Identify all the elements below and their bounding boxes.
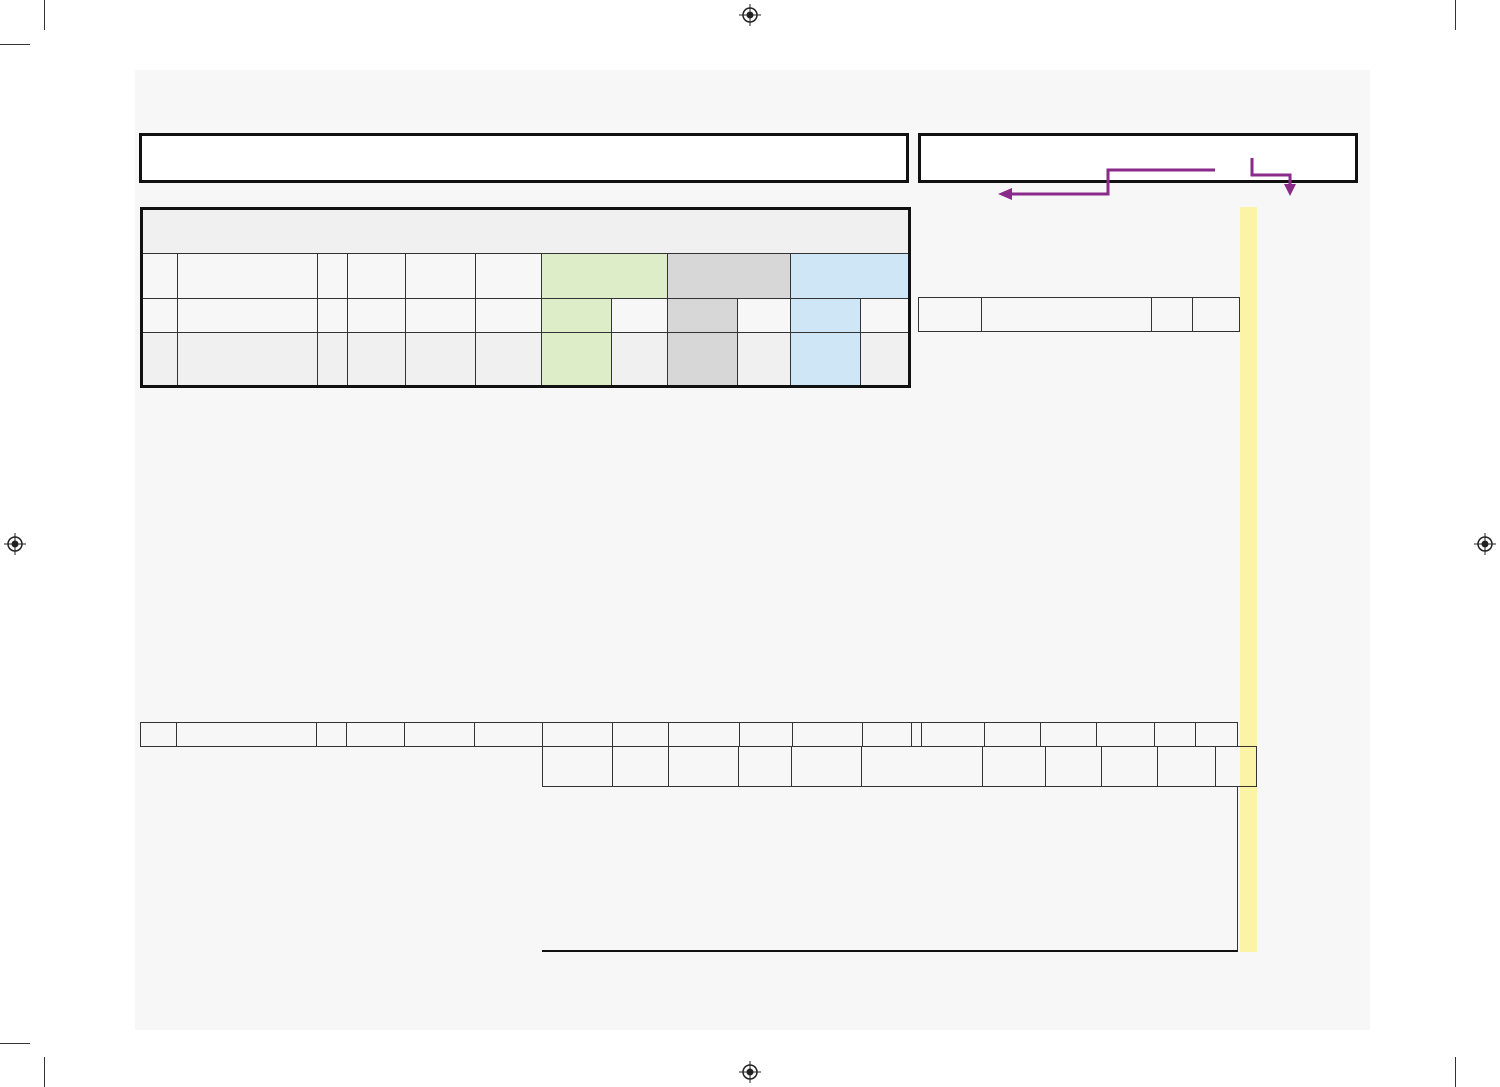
crop-mark: [44, 0, 45, 30]
pct-label: [738, 299, 791, 333]
crop-mark: [1455, 0, 1456, 30]
totals-c1p: [612, 333, 668, 387]
pct-label: [861, 299, 910, 333]
totals-valid: [406, 333, 476, 387]
euro-registered: [982, 297, 1152, 331]
community-results-table: [140, 207, 911, 388]
spacer-row: [140, 722, 1238, 747]
totals-label: [178, 333, 318, 387]
crop-mark: [0, 1043, 30, 1044]
main-title: [139, 133, 909, 183]
arrow-icon: [990, 150, 1310, 200]
crop-mark: [1455, 1057, 1456, 1087]
note-box: [542, 786, 1238, 952]
cell: [318, 254, 348, 299]
col-total: [348, 254, 406, 299]
totals-c2p: [738, 333, 791, 387]
totals-c2: [668, 333, 738, 387]
col-kalattas: [668, 254, 791, 299]
registration-mark-icon: [739, 4, 761, 26]
col-valid: [406, 254, 476, 299]
totals-c1: [542, 333, 612, 387]
registration-mark-icon: [1474, 533, 1496, 555]
crop-mark: [0, 44, 30, 45]
col-kaloudis: [542, 254, 668, 299]
registration-mark-icon: [4, 533, 26, 555]
cell: [476, 254, 542, 299]
euro-results-table: [918, 207, 1240, 385]
community-heading: [142, 209, 910, 254]
pct-label: [612, 299, 668, 333]
spacer-grid: [542, 746, 1257, 787]
registration-mark-icon: [739, 1061, 761, 1083]
pct-label: [476, 299, 542, 333]
totals-pct: [476, 333, 542, 387]
side-slug: [1470, 50, 1500, 450]
yellow-strip: [1240, 207, 1257, 952]
col-place: [178, 254, 318, 299]
totals-c3: [791, 333, 861, 387]
totals-total: [348, 333, 406, 387]
col-pantelidis: [791, 254, 910, 299]
crop-mark: [44, 1057, 45, 1087]
totals-c3p: [861, 333, 910, 387]
cell: [142, 254, 178, 299]
